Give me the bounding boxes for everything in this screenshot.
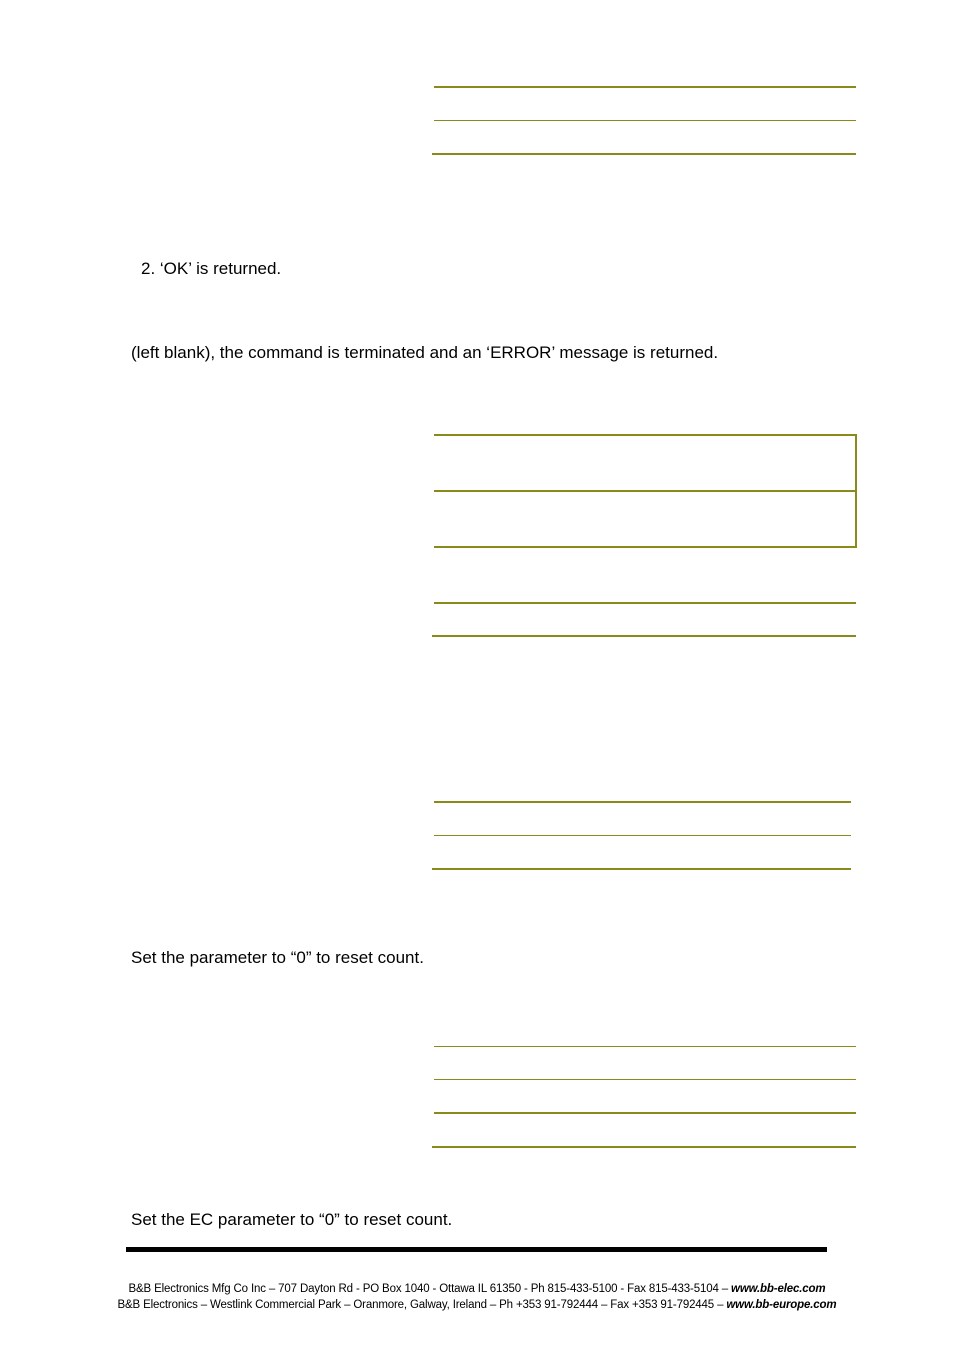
table2-rule-top — [434, 434, 857, 436]
step-2-text: 2. ‘OK’ is returned. — [141, 259, 282, 278]
footer-eu-address — [0, 1298, 954, 1312]
footer-us-address — [0, 1282, 954, 1296]
table2-rule-bottom — [434, 546, 857, 548]
table3-rule-top — [434, 602, 856, 604]
footer-divider — [126, 1247, 827, 1252]
table1-rule-mid — [434, 120, 856, 121]
footer-eu-text: B&B Electronics – Westlink Commercial Park – Oranmore, Galway, Ireland – Ph +353 91-792444 – Fax +353 91-792445 – — [117, 1299, 727, 1311]
table2-rule-mid — [434, 490, 857, 492]
table3-rule-bottom — [432, 635, 856, 637]
footer-us-text: B&B Electronics Mfg Co Inc – 707 Dayton Rd - PO Box 1040 - Ottawa IL 61350 - Ph 815-433-5100 - Fax 815-433-5104 – — [128, 1283, 732, 1295]
table1-rule-bottom — [432, 153, 856, 155]
table5-rule-3 — [434, 1112, 856, 1114]
table5-rule-1 — [434, 1046, 856, 1047]
table4-rule-mid — [434, 835, 851, 836]
table5-rule-2 — [434, 1079, 856, 1080]
table4-rule-bottom — [432, 868, 851, 870]
footer-us-url[interactable]: www.bb-elec.com — [731, 1283, 826, 1295]
table1-rule-top — [434, 86, 856, 88]
blank-note-text: (left blank), the command is terminated and an ‘ERROR’ message is returned. — [131, 343, 719, 362]
reset-note-text: Set the parameter to “0” to reset count. — [131, 948, 424, 967]
table4-rule-top — [434, 801, 851, 803]
table2-rule-right — [855, 434, 857, 548]
ec-reset-note-text: Set the EC parameter to “0” to reset count. — [131, 1210, 453, 1229]
table5-rule-4 — [432, 1146, 856, 1148]
footer-eu-url[interactable]: www.bb-europe.com — [726, 1299, 837, 1311]
